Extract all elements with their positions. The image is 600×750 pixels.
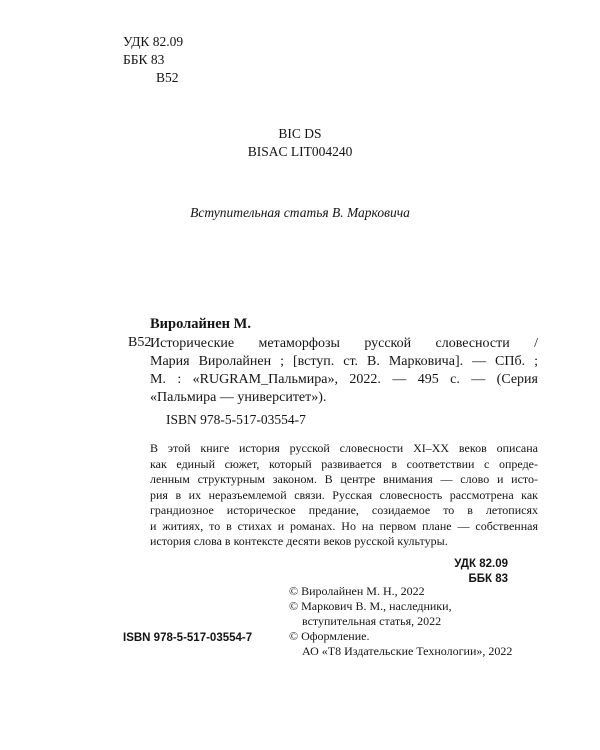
annotation-line: грандиозное историческое предание, созидаемое то в летописях xyxy=(150,503,538,517)
biblio-line: М. : «RUGRAM_Пальмира», 2022. — 495 с. — (Серия xyxy=(150,372,538,387)
isbn-bottom: ISBN 978-5-517-03554-7 xyxy=(123,632,253,644)
author-sign: В52 xyxy=(128,335,152,350)
copyright-line: © Маркович В. М., наследники, xyxy=(289,599,452,613)
annotation-line: рия в их неразъемлемой связи. Русская словесность рассмотрена как xyxy=(150,487,538,502)
bisac-code: BISAC LIT004240 xyxy=(247,144,353,159)
annotation-line: В этой книге история русской словесности XI–XX веков описана xyxy=(150,441,538,455)
bibliographic-description xyxy=(150,335,538,407)
biblio-line: «Пальмира — университет»). xyxy=(150,390,327,405)
copyright-line: © Оформление. xyxy=(289,629,370,643)
annotation-line: история слова в контексте десяти веков русской культуры. xyxy=(150,534,448,548)
bbk-code-top: ББК 83 xyxy=(123,52,165,67)
author-sign-top: В52 xyxy=(156,70,179,85)
annotation-line: ленным структурным законом. В центре внимания — слово и исто- xyxy=(150,472,538,486)
author-name: Виролайнен М. xyxy=(150,316,251,332)
copyright-line: вступительная статья, 2022 xyxy=(302,614,442,628)
udk-code-top: УДК 82.09 xyxy=(123,34,184,49)
annotation xyxy=(150,441,538,550)
bbk-code-right: ББК 83 xyxy=(468,573,508,585)
annotation-line: как единый сюжет, который развивается в соответствии с опреде- xyxy=(150,456,538,471)
isbn-main: ISBN 978-5-517-03554-7 xyxy=(166,412,306,427)
copyright-line: АО «Т8 Издательские Технологии», 2022 xyxy=(302,644,513,658)
biblio-line: Исторические метаморфозы русской словесности / xyxy=(150,336,538,351)
copyright-line: © Виролайнен М. Н., 2022 xyxy=(289,584,425,598)
udk-code-right: УДК 82.09 xyxy=(454,558,508,570)
intro-note: Вступительная статья В. Марковича xyxy=(190,205,410,220)
bic-code: BIC DS xyxy=(278,126,322,141)
biblio-line: Мария Виролайнен ; [вступ. ст. В. Марковича]. — СПб. ; xyxy=(150,354,538,369)
annotation-line: и житиях, то в стихах и романах. Но на первом плане — собственная xyxy=(150,518,538,533)
